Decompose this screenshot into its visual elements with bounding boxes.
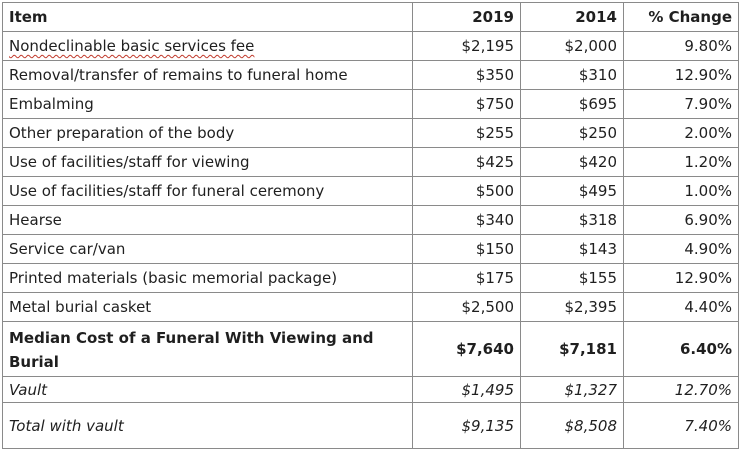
row-2019: $2,500	[413, 293, 521, 322]
table-row	[3, 206, 739, 235]
total-item: Total with vault	[3, 403, 413, 449]
row-item: Other preparation of the body	[3, 119, 413, 148]
row-2014: $318	[521, 206, 624, 235]
row-item: Printed materials (basic memorial package)	[3, 264, 413, 293]
table-row	[3, 264, 739, 293]
vault-item: Vault	[3, 377, 413, 403]
total-with-vault-row	[3, 403, 739, 449]
row-2014: $310	[521, 61, 624, 90]
row-2014: $250	[521, 119, 624, 148]
row-change: 1.00%	[624, 177, 739, 206]
row-change: 9.80%	[624, 32, 739, 61]
row-2019: $350	[413, 61, 521, 90]
funeral-cost-table	[2, 2, 739, 449]
median-change: 6.40%	[624, 322, 739, 377]
row-change: 7.90%	[624, 90, 739, 119]
vault-2019: $1,495	[413, 377, 521, 403]
header-change: % Change	[624, 3, 739, 32]
row-change: 6.90%	[624, 206, 739, 235]
row-change: 1.20%	[624, 148, 739, 177]
vault-change: 12.70%	[624, 377, 739, 403]
median-item: Median Cost of a Funeral With Viewing and Burial	[3, 322, 413, 377]
row-2019: $425	[413, 148, 521, 177]
row-change: 12.90%	[624, 264, 739, 293]
median-2019: $7,640	[413, 322, 521, 377]
vault-2014: $1,327	[521, 377, 624, 403]
table-row	[3, 148, 739, 177]
table-row	[3, 32, 739, 61]
vault-row	[3, 377, 739, 403]
row-item: Metal burial casket	[3, 293, 413, 322]
table-header-row	[3, 3, 739, 32]
row-2019: $255	[413, 119, 521, 148]
header-2019: 2019	[413, 3, 521, 32]
row-2019: $2,195	[413, 32, 521, 61]
row-change: 12.90%	[624, 61, 739, 90]
row-item: Service car/van	[3, 235, 413, 264]
row-change: 4.90%	[624, 235, 739, 264]
table-row	[3, 90, 739, 119]
row-2019: $150	[413, 235, 521, 264]
row-2014: $155	[521, 264, 624, 293]
table-row	[3, 235, 739, 264]
row-item: Use of facilities/staff for viewing	[3, 148, 413, 177]
row-2014: $143	[521, 235, 624, 264]
row-item: Embalming	[3, 90, 413, 119]
total-2019: $9,135	[413, 403, 521, 449]
row-change: 4.40%	[624, 293, 739, 322]
median-cost-row	[3, 322, 739, 377]
header-2014: 2014	[521, 3, 624, 32]
row-item: Removal/transfer of remains to funeral home	[3, 61, 413, 90]
row-2019: $500	[413, 177, 521, 206]
row-2019: $750	[413, 90, 521, 119]
table-row	[3, 61, 739, 90]
row-2014: $695	[521, 90, 624, 119]
header-item: Item	[3, 3, 413, 32]
total-2014: $8,508	[521, 403, 624, 449]
total-change: 7.40%	[624, 403, 739, 449]
row-item-label: Nondeclinable basic services fee	[9, 37, 255, 55]
row-2019: $175	[413, 264, 521, 293]
row-item: Hearse	[3, 206, 413, 235]
row-2014: $420	[521, 148, 624, 177]
row-item: Use of facilities/staff for funeral ceremony	[3, 177, 413, 206]
table-row	[3, 119, 739, 148]
table-row	[3, 293, 739, 322]
row-item	[3, 32, 413, 61]
row-2019: $340	[413, 206, 521, 235]
median-2014: $7,181	[521, 322, 624, 377]
row-2014: $2,395	[521, 293, 624, 322]
row-2014: $2,000	[521, 32, 624, 61]
row-2014: $495	[521, 177, 624, 206]
table-row	[3, 177, 739, 206]
row-change: 2.00%	[624, 119, 739, 148]
